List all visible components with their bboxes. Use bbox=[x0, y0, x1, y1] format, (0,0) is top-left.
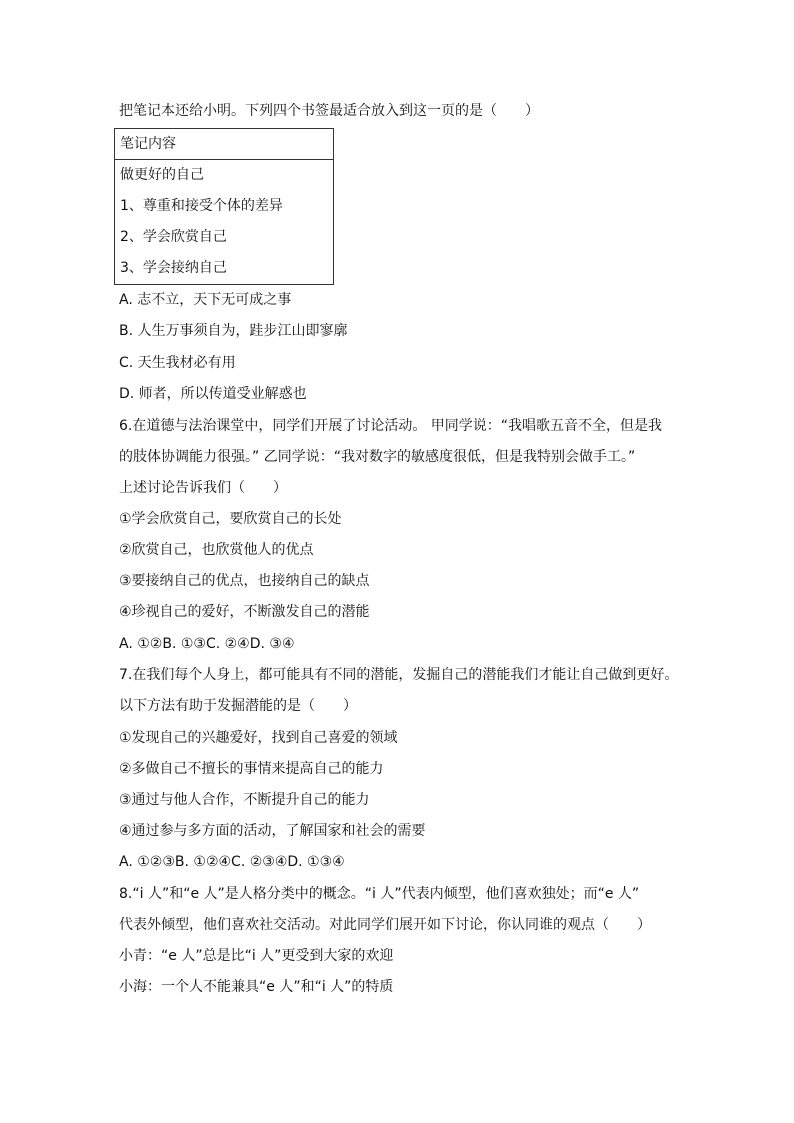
q6-options: A. ①②B. ①③C. ②④D. ③④ bbox=[119, 636, 295, 652]
q5-option-a: A. 志不立，天下无可成之事 bbox=[119, 292, 292, 308]
q7-statement: ④通过参与多方面的活动，了解国家和社会的需要 bbox=[119, 823, 426, 839]
q7-stem-line: 以下方法有助于发掘潜能的是（ ） bbox=[119, 698, 357, 714]
q6-statement: ①学会欣赏自己，要欣赏自己的长处 bbox=[119, 511, 342, 527]
q7-statement: ①发现自己的兴趣爱好，找到自己喜爱的领域 bbox=[119, 730, 398, 746]
q5-option-d: D. 师者，所以传道受业解惑也 bbox=[119, 386, 307, 402]
q5-option-c: C. 天生我材必有用 bbox=[119, 355, 236, 371]
q6-statement: ④珍视自己的爱好，不断激发自己的潜能 bbox=[119, 604, 370, 620]
q5-stem-tail: 把笔记本还给小明。下列四个书签最适合放入到这一页的是（ ） bbox=[119, 103, 539, 119]
q5-option-b: B. 人生万事须自为，跬步江山即寥廓 bbox=[119, 323, 348, 339]
q8-view: 小海：一个人不能兼具“e 人”和“i 人”的特质 bbox=[119, 979, 394, 995]
q8-stem-line: 8.“i 人”和“e 人”是人格分类中的概念。“i 人”代表内倾型，他们喜欢独处；而“e 人” bbox=[119, 886, 640, 902]
q6-stem-line: 的肢体协调能力很强。” 乙同学说：“我对数字的敏感度很低，但是我特别会做手工。” bbox=[119, 449, 636, 465]
notes-table bbox=[114, 128, 334, 285]
notes-table-header: 笔记内容 bbox=[115, 129, 333, 160]
q6-stem-line: 上述讨论告诉我们（ ） bbox=[119, 480, 287, 496]
notes-table-row: 2、学会欣赏自己 bbox=[120, 229, 227, 245]
notes-table-row: 1、尊重和接受个体的差异 bbox=[120, 198, 283, 214]
q6-statement: ③要接纳自己的优点，也接纳自己的缺点 bbox=[119, 573, 370, 589]
q7-statement: ③通过与他人合作，不断提升自己的能力 bbox=[119, 792, 370, 808]
q6-stem-line: 6.在道德与法治课堂中，同学们开展了讨论活动。 甲同学说：“我唱歌五音不全，但是我 bbox=[119, 418, 663, 434]
q8-view: 小青：“e 人”总是比“i 人”更受到大家的欢迎 bbox=[119, 948, 394, 964]
q8-stem-line: 代表外倾型，他们喜欢社交活动。对此同学们展开如下讨论，你认同谁的观点（ ） bbox=[119, 917, 651, 933]
q6-statement: ②欣赏自己，也欣赏他人的优点 bbox=[119, 542, 314, 558]
q7-options: A. ①②③B. ①②④C. ②③④D. ①③④ bbox=[119, 854, 345, 870]
q7-stem-line: 7.在我们每个人身上，都可能具有不同的潜能，发掘自己的潜能我们才能让自己做到更好。 bbox=[119, 667, 679, 683]
q7-statement: ②多做自己不擅长的事情来提高自己的能力 bbox=[119, 761, 384, 777]
notes-table-row: 3、学会接纳自己 bbox=[120, 260, 227, 276]
notes-table-row: 做更好的自己 bbox=[120, 167, 204, 183]
